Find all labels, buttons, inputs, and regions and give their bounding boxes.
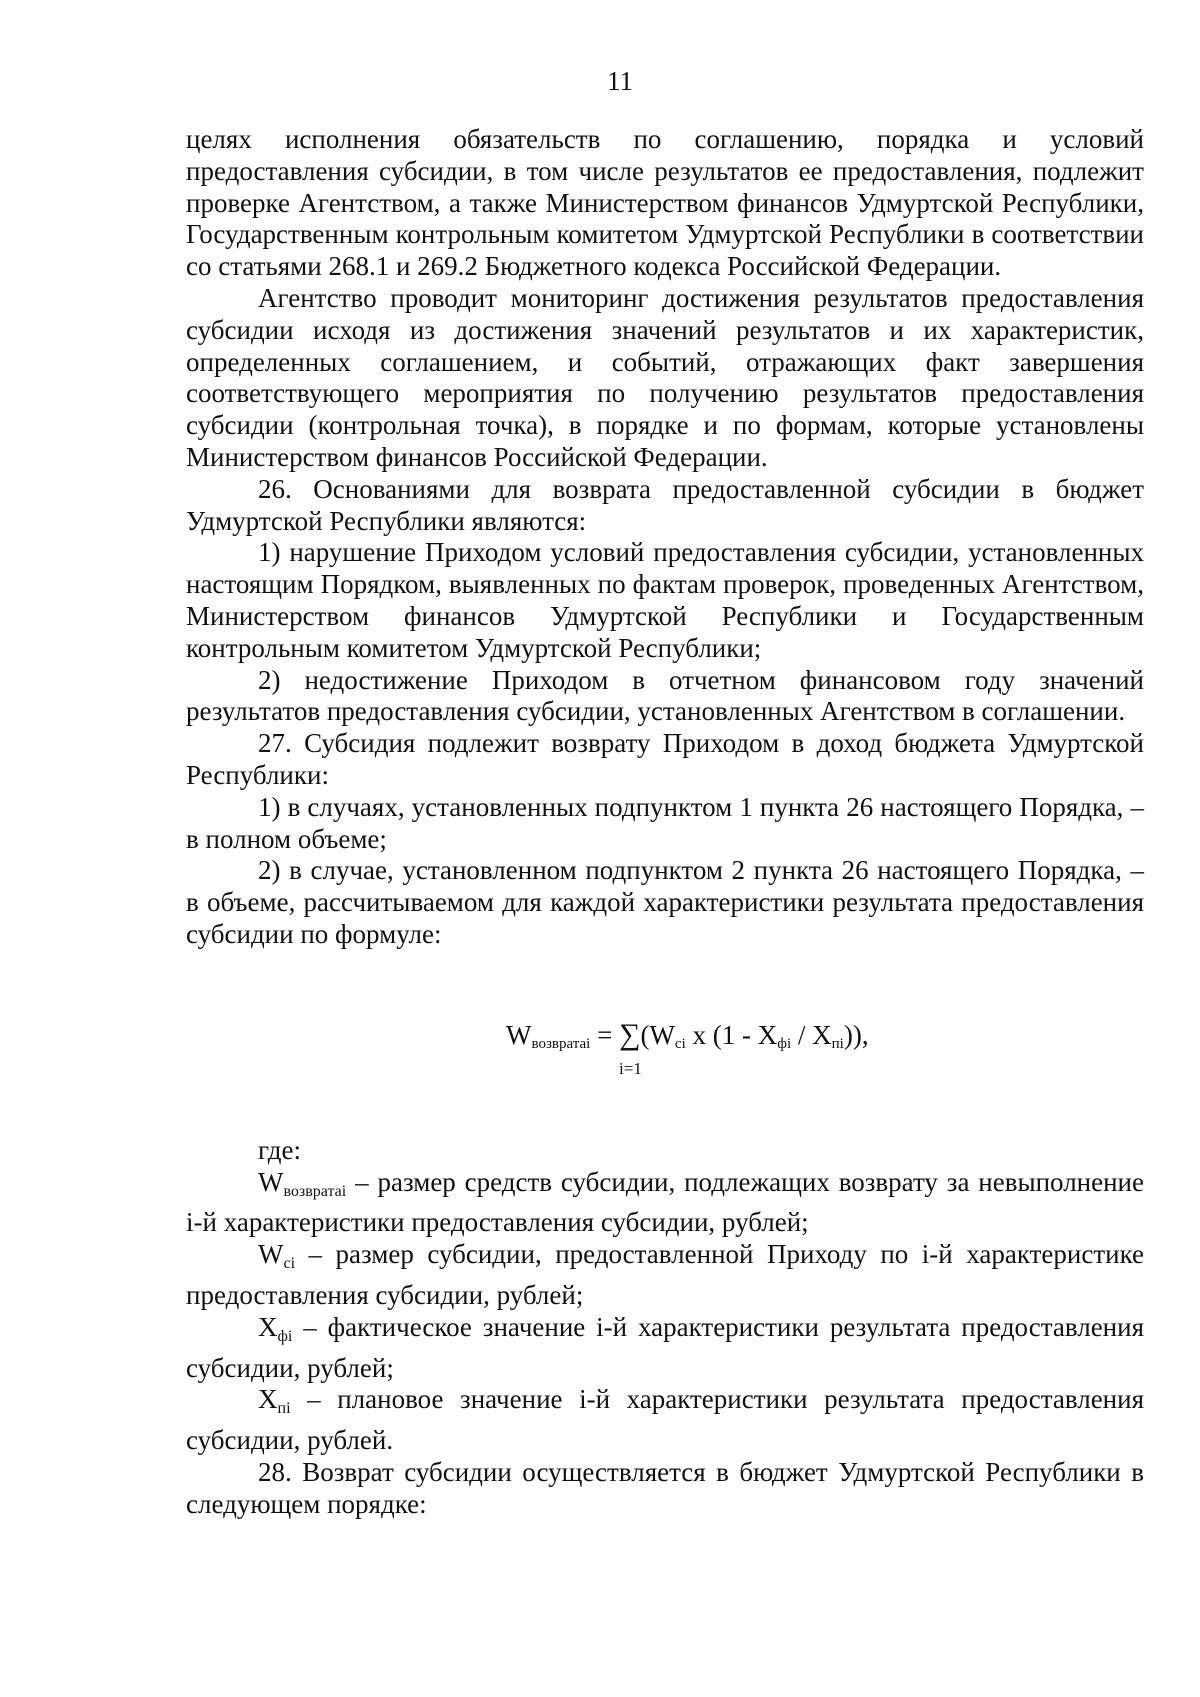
formula-lhs: W [506, 1019, 532, 1050]
return-formula [506, 1017, 869, 1078]
definition-x-fi [186, 1312, 1144, 1385]
where-label: где: [258, 1134, 301, 1165]
formula-xf: X [757, 1019, 778, 1050]
definition-sub: пi [277, 1400, 291, 1418]
formula-w: W [649, 1019, 675, 1050]
paragraph-27: 27. Субсидия подлежит возврату Приходом в доход бюджета Удмуртской Республики: [186, 728, 1144, 790]
formula-xp: X [812, 1019, 832, 1050]
definition-sub: фi [277, 1327, 293, 1345]
formula-w-sub: ci [674, 1035, 686, 1052]
definition-sub: ci [283, 1255, 296, 1273]
paragraph-2: Агентство проводит мониторинг достижения результатов предоставления субсидии исходя из достижения значений результатов и их характеристик, определенных соглашением, и событий, отражающих факт завершения соответствующего мероприятия по получению результатов предоставления субсидии (контрольная точка), в порядке и по формам, которые установлены Министерством финансов Российской Федерации. [186, 282, 1144, 472]
sum-operator [619, 1017, 642, 1078]
paragraph-26: 26. Основаниями для возврата предоставленной субсидии в бюджет Удмуртской Республики являются: [186, 473, 1144, 536]
definition-symbol: W [258, 1166, 284, 1197]
paragraph-1: целях исполнения обязательств по соглашению, порядка и условий предоставления субсидии, в том числе результатов ее предоставления, подлежит проверке Агентством, а также Министерством финансов Удмуртской Республики, Государственным контрольным комитетом Удмуртской Республики в соответствии со статьями 268.1 и 269.2 Бюджетного кодекса Российской Федерации. [186, 124, 1144, 282]
paragraph-26-1: 1) нарушение Приходом условий предоставления субсидии, установленных настоящим Порядком, выявленных по фактам проверок, проведенных Агентством, Министерством финансов Удмуртской Республики и Государственным контрольным комитетом Удмуртской Республики; [186, 537, 1144, 663]
formula-lhs-sub: возвратаi [531, 1035, 591, 1052]
definition-symbol: W [258, 1239, 284, 1270]
paragraph-27-1: 1) в случаях, установленных подпунктом 1 пункта 26 настоящего Порядка, – в полном объеме; [186, 791, 1144, 854]
formula-equals: = [590, 1019, 620, 1050]
definition-w-return [186, 1167, 1144, 1240]
formula-xf-sub: фi [777, 1035, 792, 1052]
definition-sub: возвратаi [283, 1182, 347, 1200]
formula-open: ( [640, 1019, 650, 1050]
document-body [186, 124, 1144, 1520]
definition-text: – фактическое значение i-й характеристики результата предоставления субсидии, рублей; [186, 1311, 1144, 1383]
paragraph-26-2: 2) недостижение Приходом в отчетном финансовом году значений результатов предоставления субсидии, установленных Агентством в соглашении. [186, 664, 1144, 727]
paragraph-28: 28. Возврат субсидии осуществляется в бюджет Удмуртской Республики в следующем порядке: [186, 1456, 1144, 1519]
paragraph-27-2: 2) в случае, установленном подпунктом 2 пункта 26 настоящего Порядка, – в объеме, рассчитываемом для каждой характеристики результата предоставления субсидии по формуле: [186, 855, 1144, 949]
definition-x-pi [186, 1384, 1144, 1457]
definition-w-ci [186, 1239, 1144, 1312]
definition-symbol: X [258, 1384, 278, 1415]
sum-index: i=1 [619, 1058, 642, 1078]
definition-text: – размер субсидии, предоставленной Приходу по i-й характеристике предоставления субсидии, рублей; [186, 1239, 1144, 1310]
formula-block [186, 951, 1144, 1135]
definition-symbol: X [258, 1311, 278, 1342]
formula-close: )), [843, 1019, 869, 1050]
formula-xp-sub: пi [831, 1035, 844, 1052]
definition-text: – размер средств субсидии, подлежащих возврату за невыполнение i-й характеристики предоставления субсидии, рублей; [186, 1166, 1144, 1238]
page-number: 11 [607, 66, 633, 96]
definition-text: – плановое значение i-й характеристики результата предоставления субсидии, рублей. [186, 1384, 1144, 1456]
sum-sign: ∑ [619, 1017, 641, 1051]
formula-times: x (1 - [685, 1019, 758, 1050]
formula-slash: / [791, 1019, 813, 1050]
